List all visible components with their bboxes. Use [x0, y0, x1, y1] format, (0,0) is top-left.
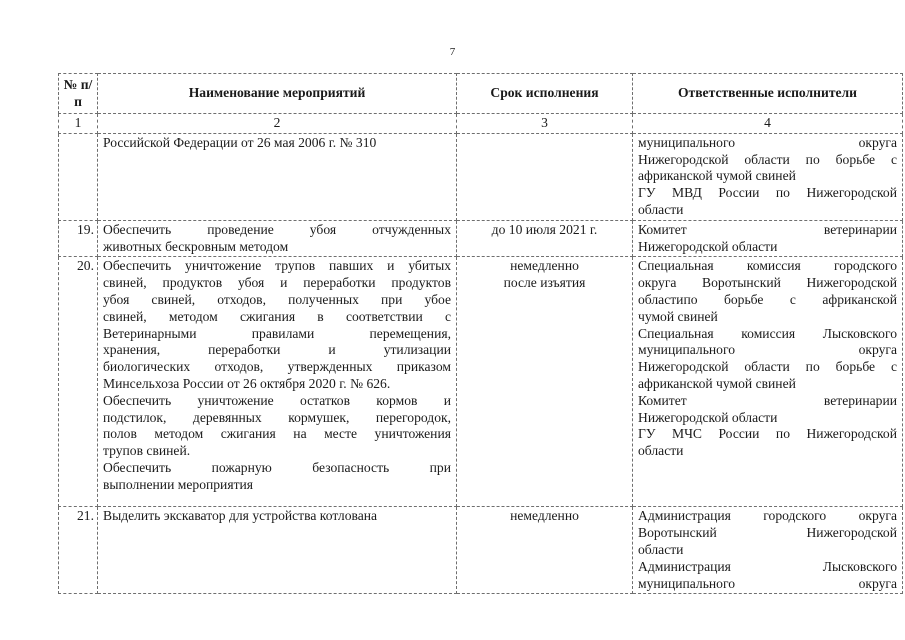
- responsible-text-line: африканской чумой свиней: [638, 168, 796, 184]
- row-number: 19.: [59, 220, 98, 257]
- deadline-text: [457, 257, 633, 507]
- deadline-text-line: немедленно: [510, 508, 579, 524]
- measure-text-line: Обеспечить проведение убоя отчужденных: [103, 221, 451, 237]
- measure-text: [98, 507, 457, 594]
- measures-table: [58, 73, 903, 594]
- responsible-text-line: Нижегородской области по борьбе с: [638, 151, 897, 167]
- measure-text-line: животных бескровным методом: [103, 238, 289, 254]
- measure-text-line: трупов свиней.: [103, 443, 191, 459]
- responsible-text-line: муниципального округа: [638, 575, 897, 591]
- measure-text-line: Ветеринарными правилами перемещения,: [103, 325, 451, 341]
- responsible-text-line: Нижегородской области: [638, 238, 778, 254]
- measure-text-line: хранения, переработки и утилизации: [103, 342, 451, 358]
- measure-text-line: подстилок, деревянных кормушек, перегородок,: [103, 409, 451, 425]
- column-number: 4: [633, 114, 903, 134]
- responsible-text-line: округа Воротынский Нижегородской: [638, 275, 897, 291]
- table-row: [59, 133, 903, 220]
- responsible-text-line: Администрация городского округа: [638, 508, 897, 524]
- header-responsible: Ответственные исполнители: [633, 74, 903, 114]
- responsible-text-line: Нижегородской области: [638, 409, 778, 425]
- column-number: 3: [457, 114, 633, 134]
- responsible-text: [633, 257, 903, 507]
- measure-text-line: Обеспечить уничтожение остатков кормов и: [103, 392, 451, 408]
- responsible-text-line: Специальная комиссия городского: [638, 258, 897, 274]
- deadline-text-line: после изъятия: [503, 275, 586, 291]
- measure-text-line: свиней, продуктов убоя и переработки продуктов: [103, 275, 451, 291]
- column-number: 1: [59, 114, 98, 134]
- deadline-text: [457, 220, 633, 257]
- measure-text-line: Минсельхоза России от 26 октября 2020 г. № 626.: [103, 375, 391, 391]
- deadline-text-line: немедленно: [510, 258, 579, 274]
- responsible-text-line: Комитет ветеринарии: [638, 221, 897, 237]
- responsible-text-line: ГУ МВД России по Нижегородской: [638, 185, 897, 201]
- header-deadline: Срок исполнения: [457, 74, 633, 114]
- responsible-text-line: муниципального округа: [638, 342, 897, 358]
- responsible-text-line: Нижегородской области по борьбе с: [638, 359, 897, 375]
- header-row: [59, 74, 903, 114]
- deadline-text: [457, 133, 633, 220]
- deadline-text-line: до 10 июля 2021 г.: [491, 221, 598, 237]
- column-numbering-row: [59, 114, 903, 134]
- measure-text-line: убоя свиней, отходов, полученных при убое: [103, 291, 451, 307]
- measure-text-line: биологических отходов, утвержденных приказом: [103, 359, 451, 375]
- row-number: 21.: [59, 507, 98, 594]
- responsible-text-line: области: [638, 201, 684, 217]
- table-row: [59, 220, 903, 257]
- measure-text: [98, 133, 457, 220]
- measure-text: [98, 257, 457, 507]
- responsible-text: [633, 507, 903, 594]
- measure-text-line: полов методом сжигания на месте уничтожения: [103, 426, 451, 442]
- responsible-text-line: Специальная комиссия Лысковского: [638, 325, 897, 341]
- responsible-text: [633, 220, 903, 257]
- responsible-text-line: области: [638, 541, 684, 557]
- column-number: 2: [98, 114, 457, 134]
- row-number: [59, 133, 98, 220]
- responsible-text-line: области: [638, 443, 684, 459]
- page-number: 7: [449, 46, 456, 58]
- table-row: [59, 257, 903, 507]
- measure-text-line: свиней, методом сжигания в соответствии с: [103, 308, 451, 324]
- measure-text-line: Обеспечить уничтожение трупов павших и убитых: [103, 258, 451, 274]
- responsible-text-line: чумой свиней: [638, 308, 718, 324]
- responsible-text-line: африканской чумой свиней: [638, 375, 796, 391]
- responsible-text-line: муниципального округа: [638, 134, 897, 150]
- table-row: [59, 507, 903, 594]
- measure-text-line: Выделить экскаватор для устройства котлована: [103, 508, 378, 524]
- responsible-text-line: областипо борьбе с африканской: [638, 291, 897, 307]
- responsible-text: [633, 133, 903, 220]
- measure-text-line: выполнении мероприятия: [103, 476, 254, 492]
- measure-text-line: Российской Федерации от 26 мая 2006 г. № 310: [103, 134, 377, 150]
- header-number: № п/п: [59, 74, 98, 114]
- responsible-text-line: ГУ МЧС России по Нижегородской: [638, 426, 897, 442]
- responsible-text-line: Воротынский Нижегородской: [638, 525, 897, 541]
- header-measures: Наименование мероприятий: [98, 74, 457, 114]
- measure-text-line: Обеспечить пожарную безопасность при: [103, 459, 451, 475]
- responsible-text-line: Комитет ветеринарии: [638, 392, 897, 408]
- measure-text: [98, 220, 457, 257]
- responsible-text-line: Администрация Лысковского: [638, 558, 897, 574]
- deadline-text: [457, 507, 633, 594]
- row-number: 20.: [59, 257, 98, 507]
